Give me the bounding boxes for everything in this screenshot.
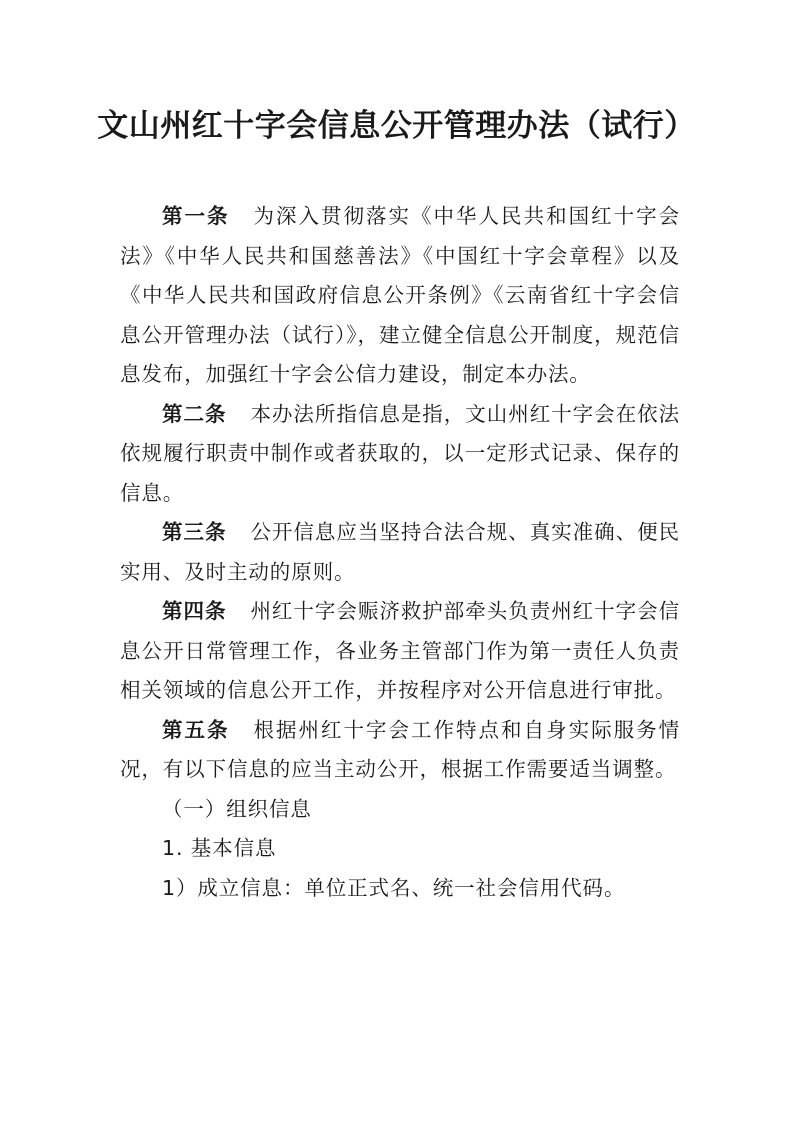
list-item: 1）成立信息：单位正式名、统一社会信用代码。 [162, 875, 626, 900]
article-text: 公开信息应当坚持合法合规、真实准确、便民实用、及时主动的原则。 [120, 520, 681, 584]
document-title: 文山州红十字会信息公开管理办法（试行） [97, 108, 696, 144]
article-1 [120, 197, 680, 395]
article-5 [120, 711, 680, 790]
article-text: 州红十字会赈济救护部牵头负责州红十字会信息公开日常管理工作，各业务主管部门作为第一责任人负责相关领域的信息公开工作，并按程序对公开信息进行审批。 [120, 599, 681, 702]
article-text: 根据州红十字会工作特点和自身实际服务情况，有以下信息的应当主动公开，根据工作需要适当调整。 [120, 717, 680, 781]
article-number: 第三条 [162, 520, 227, 544]
article-number: 第二条 [162, 401, 227, 426]
article-text: 本办法所指信息是指，文山州红十字会在依法依规履行职责中制作或者获取的，以一定形式记录、保存的信息。 [120, 401, 681, 505]
document-body [120, 197, 680, 908]
article-number: 第五条 [162, 717, 230, 742]
article-text: 为深入贯彻落实《中华人民共和国红十字会法》《中华人民共和国慈善法》《中国红十字会章程》以及《中华人民共和国政府信息公开条例》《云南省红十字会信息公开管理办法（试行）》，建立健全信息公开制度，规范信息发布，加强红十字会公信力建设，制定本办法。 [120, 204, 680, 386]
article-4 [120, 592, 680, 711]
subsection-heading: 1. 基本信息 [162, 836, 277, 860]
article-2 [120, 395, 680, 514]
article-3 [120, 513, 680, 592]
section-heading: （一）组织信息 [162, 796, 312, 821]
article-number: 第四条 [162, 599, 227, 623]
article-number: 第一条 [162, 204, 230, 228]
